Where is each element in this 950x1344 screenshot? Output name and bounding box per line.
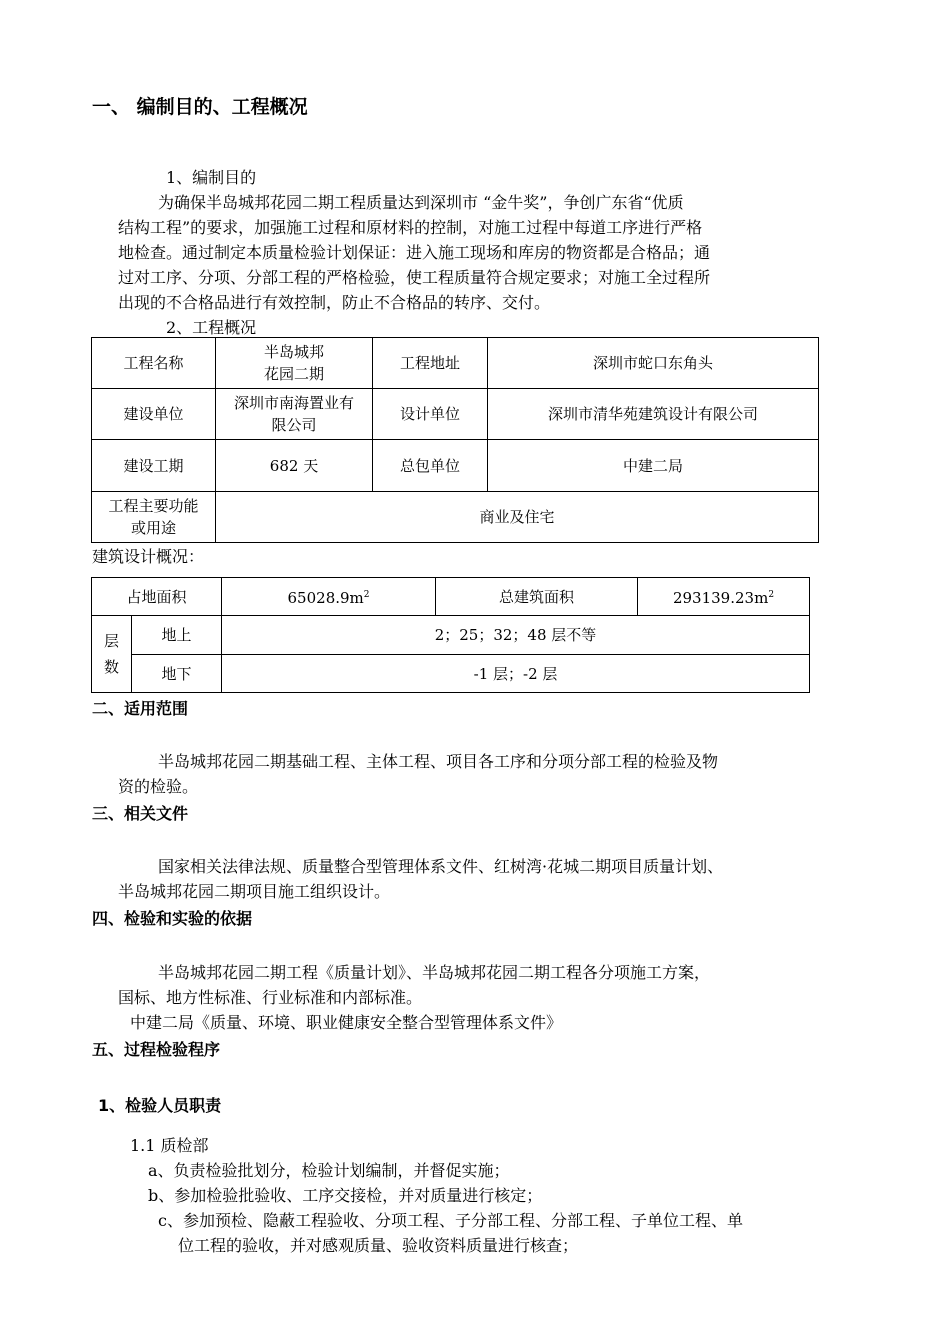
cell-contractor-value: 中建二局 xyxy=(488,440,819,492)
section-2-title: 二、适用范围 xyxy=(92,699,189,718)
cell-period-label: 建设工期 xyxy=(92,440,216,492)
duty-a: a、负责检验批划分，检验计划编制，并督促实施； xyxy=(148,1161,510,1180)
cell-project-name-value: 半岛城邦 花园二期 xyxy=(216,338,373,389)
cell-address-value: 深圳市蛇口东角头 xyxy=(488,338,819,389)
cell-address-label: 工程地址 xyxy=(373,338,488,389)
table-row xyxy=(92,440,819,492)
cell-below-value: -1 层；-2 层 xyxy=(222,655,810,693)
table-row xyxy=(92,492,819,543)
cell-total-area-label: 总建筑面积 xyxy=(436,578,638,616)
scope-line-1: 半岛城邦花园二期基础工程、主体工程、项目各工序和分项分部工程的检验及物 xyxy=(158,752,719,771)
basis-line-2: 国标、地方性标准、行业标准和内部标准。 xyxy=(118,988,423,1007)
section-1-title: 一、 编制目的、工程概况 xyxy=(92,96,308,118)
purpose-line-5: 出现的不合格品进行有效控制，防止不合格品的转序、交付。 xyxy=(118,293,551,312)
subheading-purpose: 1、编制目的 xyxy=(166,168,257,187)
cell-builder-label: 建设单位 xyxy=(92,389,216,440)
cell-contractor-label: 总包单位 xyxy=(373,440,488,492)
cell-total-area-value: $293139.23m^2$ xyxy=(638,578,810,616)
purpose-line-1: 为确保半岛城邦花园二期工程质量达到深圳市 “金牛奖”，争创广东省“优质 xyxy=(158,193,684,212)
subheading-overview: 2、工程概况 xyxy=(166,318,257,337)
cell-function-label: 工程主要功能 或用途 xyxy=(92,492,216,543)
subheading-inspector-duties: 1、检验人员职责 xyxy=(98,1096,222,1115)
table-row xyxy=(92,338,819,389)
section-5-title: 五、过程检验程序 xyxy=(92,1040,221,1059)
duty-b: b、参加检验批验收、工序交接检，并对质量进行核定； xyxy=(148,1186,543,1205)
cell-designer-value: 深圳市清华苑建筑设计有限公司 xyxy=(488,389,819,440)
cell-floors-label: 层 数 xyxy=(92,616,132,693)
design-overview-label: 建筑设计概况： xyxy=(92,547,205,566)
table-row xyxy=(92,655,810,693)
section-3-title: 三、相关文件 xyxy=(92,804,189,823)
basis-line-1: 半岛城邦花园二期工程《质量计划》、半岛城邦花园二期工程各分项施工方案， xyxy=(158,963,711,982)
cell-project-name-label: 工程名称 xyxy=(92,338,216,389)
duty-c-line-1: c、参加预检、隐蔽工程验收、分项工程、子分部工程、分部工程、子单位工程、单 xyxy=(158,1211,743,1230)
table-row xyxy=(92,578,810,616)
cell-period-value: 682 天 xyxy=(216,440,373,492)
subheading-qc-dept: 1.1 质检部 xyxy=(130,1136,209,1155)
cell-below-label: 地下 xyxy=(132,655,222,693)
scope-line-2: 资的检验。 xyxy=(118,777,199,796)
purpose-line-2: 结构工程”的要求，加强施工过程和原材料的控制，对施工过程中每道工序进行严格 xyxy=(118,218,703,237)
cell-land-area-label: 占地面积 xyxy=(92,578,222,616)
design-overview-table xyxy=(91,577,810,693)
cell-above-label: 地上 xyxy=(132,616,222,655)
table-row xyxy=(92,616,810,655)
project-overview-table xyxy=(91,337,819,543)
section-4-title: 四、检验和实验的依据 xyxy=(92,909,253,928)
duty-c-line-2: 位工程的验收，并对感观质量、验收资料质量进行核查； xyxy=(178,1236,579,1255)
basis-line-3: 中建二局《质量、环境、职业健康安全整合型管理体系文件》 xyxy=(130,1013,563,1032)
table-row xyxy=(92,389,819,440)
cell-function-value: 商业及住宅 xyxy=(216,492,819,543)
cell-land-area-value: $65028.9m^2$ xyxy=(222,578,436,616)
documents-line-2: 半岛城邦花园二期项目施工组织设计。 xyxy=(118,882,391,901)
purpose-line-4: 过对工序、分项、分部工程的严格检验，使工程质量符合规定要求；对施工全过程所 xyxy=(118,268,711,287)
documents-line-1: 国家相关法律法规、质量整合型管理体系文件、红树湾·花城二期项目质量计划、 xyxy=(158,857,724,876)
purpose-line-3: 地检查。通过制定本质量检验计划保证：进入施工现场和库房的物资都是合格品；通 xyxy=(118,243,711,262)
cell-above-value: 2；25；32；48 层不等 xyxy=(222,616,810,655)
cell-designer-label: 设计单位 xyxy=(373,389,488,440)
cell-builder-value: 深圳市南海置业有 限公司 xyxy=(216,389,373,440)
